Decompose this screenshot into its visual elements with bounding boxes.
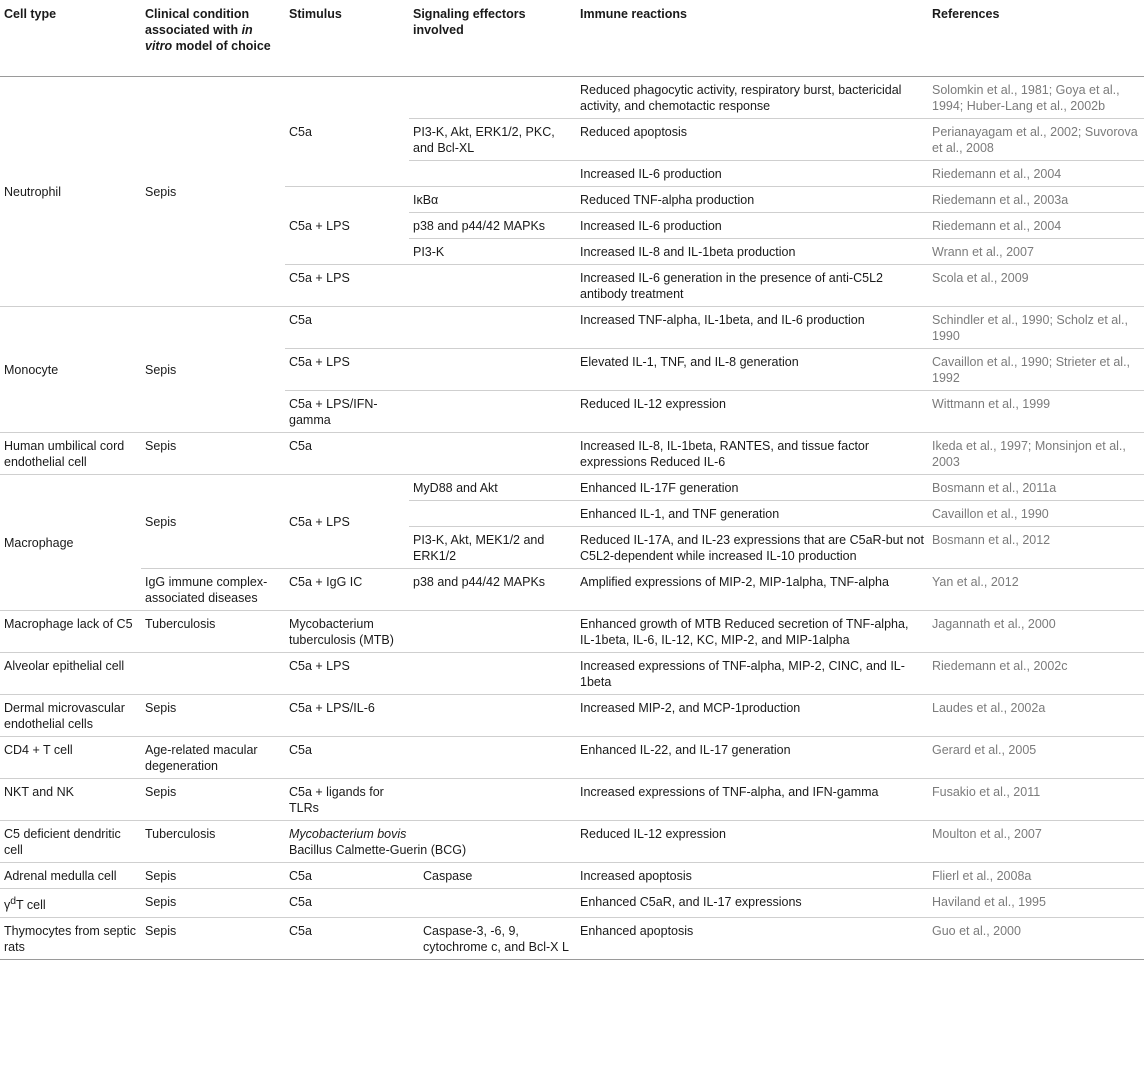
signaling-effectors — [409, 779, 576, 821]
signaling-effectors: IκBα — [409, 187, 576, 213]
signaling-effectors: Caspase-3, -6, 9, cytochrome c, and Bcl-X L — [409, 918, 576, 960]
table-row — [0, 889, 1144, 918]
stimulus: Mycobacterium tuberculosis (MTB) — [285, 611, 409, 653]
immune-reaction: Increased IL-6 production — [576, 213, 928, 239]
reference: Yan et al., 2012 — [928, 569, 1144, 611]
cell-type — [0, 889, 141, 918]
clinical-condition: Age-related macular degeneration — [141, 737, 285, 779]
reference: Wittmann et al., 1999 — [928, 391, 1144, 433]
table-row — [0, 569, 1144, 611]
reference: Jagannath et al., 2000 — [928, 611, 1144, 653]
signaling-effectors — [409, 77, 576, 119]
reference: Laudes et al., 2002a — [928, 695, 1144, 737]
stimulus: C5a + LPS — [285, 187, 409, 265]
signaling-effectors: PI3-K, Akt, MEK1/2 and ERK1/2 — [409, 527, 576, 569]
signaling-effectors — [409, 695, 576, 737]
stimulus-rest: Bacillus Calmette-Guerin (BCG) — [289, 843, 467, 857]
immune-reaction: Reduced IL-17A, and IL-23 expressions that are C5aR-but not C5L2-dependent while increased IL-10 production — [576, 527, 928, 569]
immune-reaction: Increased expressions of TNF-alpha, MIP-2, CINC, and IL-1beta — [576, 653, 928, 695]
immune-reaction: Elevated IL-1, TNF, and IL-8 generation — [576, 349, 928, 391]
stimulus: C5a + LPS/IL-6 — [285, 695, 409, 737]
cell-type: Macrophage — [0, 475, 141, 611]
signaling-effectors: Caspase — [409, 863, 576, 889]
cell-type: Monocyte — [0, 307, 141, 433]
cell-type: Neutrophil — [0, 77, 141, 307]
signaling-effectors: PI3-K, Akt, ERK1/2, PKC, and Bcl-XL — [409, 119, 576, 161]
header-references: References — [928, 0, 1144, 77]
table-row — [0, 475, 1144, 501]
reference: Riedemann et al., 2003a — [928, 187, 1144, 213]
cell-type: NKT and NK — [0, 779, 141, 821]
clinical-condition: IgG immune complex-associated diseases — [141, 569, 285, 611]
clinical-condition: Sepis — [141, 77, 285, 307]
table-row — [0, 307, 1144, 349]
clinical-condition: Sepis — [141, 307, 285, 433]
header-clinical-post: model of choice — [172, 39, 271, 53]
reference: Guo et al., 2000 — [928, 918, 1144, 960]
reference: Gerard et al., 2005 — [928, 737, 1144, 779]
cell-type: Dermal microvascular endothelial cells — [0, 695, 141, 737]
reference: Bosmann et al., 2012 — [928, 527, 1144, 569]
signaling-effectors: p38 and p44/42 MAPKs — [409, 569, 576, 611]
immune-reaction: Enhanced growth of MTB Reduced secretion of TNF-alpha, IL-1beta, IL-6, IL-12, KC, MIP-2, and MIP-1alpha — [576, 611, 928, 653]
immune-reaction: Enhanced IL-1, and TNF generation — [576, 501, 928, 527]
stimulus: C5a — [285, 918, 409, 960]
table-row — [0, 821, 1144, 863]
signaling-effectors — [409, 501, 576, 527]
stimulus: C5a + ligands for TLRs — [285, 779, 409, 821]
reference: Cavaillon et al., 1990; Strieter et al., 1992 — [928, 349, 1144, 391]
immune-reaction: Increased MIP-2, and MCP-1production — [576, 695, 928, 737]
cell-type-superscript: d — [10, 896, 17, 907]
immune-reaction: Enhanced apoptosis — [576, 918, 928, 960]
stimulus: C5a + LPS — [285, 349, 409, 391]
stimulus: C5a — [285, 737, 409, 779]
cell-type: Human umbilical cord endothelial cell — [0, 433, 141, 475]
cell-type: CD4 + T cell — [0, 737, 141, 779]
immune-reaction: Enhanced C5aR, and IL-17 expressions — [576, 889, 928, 918]
header-immune-reactions: Immune reactions — [576, 0, 928, 77]
header-clinical-pre: Clinical condition associated with — [145, 7, 250, 37]
stimulus: C5a + IgG IC — [285, 569, 409, 611]
cell-type-rest: T cell — [16, 898, 46, 913]
stimulus: C5a — [285, 433, 409, 475]
signaling-effectors — [409, 653, 576, 695]
stimulus: C5a — [285, 889, 409, 918]
reference: Cavaillon et al., 1990 — [928, 501, 1144, 527]
header-clinical-italic: in vitro — [145, 23, 253, 53]
cell-type-greek: γ — [4, 898, 11, 913]
signaling-effectors — [409, 611, 576, 653]
cell-type: Alveolar epithelial cell — [0, 653, 141, 695]
stimulus: C5a — [285, 77, 409, 187]
reference: Bosmann et al., 2011a — [928, 475, 1144, 501]
reference: Scola et al., 2009 — [928, 265, 1144, 307]
stimulus: C5a + LPS — [285, 653, 409, 695]
table-row — [0, 433, 1144, 475]
reference: Riedemann et al., 2002c — [928, 653, 1144, 695]
clinical-condition: Sepis — [141, 779, 285, 821]
signaling-effectors: p38 and p44/42 MAPKs — [409, 213, 576, 239]
header-signaling: Signaling effectors involved — [409, 0, 576, 77]
table-row — [0, 918, 1144, 960]
immune-reaction: Amplified expressions of MIP-2, MIP-1alpha, TNF-alpha — [576, 569, 928, 611]
signaling-effectors — [409, 161, 576, 187]
signaling-effectors — [409, 349, 576, 391]
reference: Flierl et al., 2008a — [928, 863, 1144, 889]
immune-reaction: Increased apoptosis — [576, 863, 928, 889]
reference: Solomkin et al., 1981; Goya et al., 1994; Huber-Lang et al., 2002b — [928, 77, 1144, 119]
clinical-condition: Sepis — [141, 918, 285, 960]
clinical-condition: Sepis — [141, 889, 285, 918]
immune-reaction: Increased TNF-alpha, IL-1beta, and IL-6 production — [576, 307, 928, 349]
reference: Perianayagam et al., 2002; Suvorova et al., 2008 — [928, 119, 1144, 161]
cell-type: Macrophage lack of C5 — [0, 611, 141, 653]
reference: Schindler et al., 1990; Scholz et al., 1990 — [928, 307, 1144, 349]
immune-reaction: Increased IL-8 and IL-1beta production — [576, 239, 928, 265]
immune-reaction: Increased IL-6 generation in the presence of anti-C5L2 antibody treatment — [576, 265, 928, 307]
clinical-condition: Sepis — [141, 863, 285, 889]
table-row — [0, 611, 1144, 653]
immune-reaction: Increased IL-8, IL-1beta, RANTES, and tissue factor expressions Reduced IL-6 — [576, 433, 928, 475]
cell-type: Adrenal medulla cell — [0, 863, 141, 889]
immune-reaction: Enhanced IL-22, and IL-17 generation — [576, 737, 928, 779]
signaling-effectors — [409, 737, 576, 779]
immune-reaction: Reduced TNF-alpha production — [576, 187, 928, 213]
signaling-effectors — [409, 391, 576, 433]
immune-reaction: Increased IL-6 production — [576, 161, 928, 187]
reference: Wrann et al., 2007 — [928, 239, 1144, 265]
signaling-effectors — [409, 889, 576, 918]
immune-reaction: Reduced IL-12 expression — [576, 391, 928, 433]
immune-reaction: Reduced IL-12 expression — [576, 821, 928, 863]
reference: Haviland et al., 1995 — [928, 889, 1144, 918]
immune-reaction: Enhanced IL-17F generation — [576, 475, 928, 501]
header-stimulus: Stimulus — [285, 0, 409, 77]
reference: Riedemann et al., 2004 — [928, 161, 1144, 187]
table-row — [0, 695, 1144, 737]
reference: Moulton et al., 2007 — [928, 821, 1144, 863]
clinical-condition: Tuberculosis — [141, 611, 285, 653]
immune-reaction: Reduced phagocytic activity, respiratory burst, bactericidal activity, and chemotactic response — [576, 77, 928, 119]
reference: Fusakio et al., 2011 — [928, 779, 1144, 821]
reference: Ikeda et al., 1997; Monsinjon et al., 2003 — [928, 433, 1144, 475]
clinical-condition: Tuberculosis — [141, 821, 285, 863]
signaling-effectors: PI3-K — [409, 239, 576, 265]
immune-reaction: Increased expressions of TNF-alpha, and IFN-gamma — [576, 779, 928, 821]
signaling-effectors — [409, 307, 576, 349]
stimulus-italic: Mycobacterium bovis — [289, 827, 407, 841]
cell-type: C5 deficient dendritic cell — [0, 821, 141, 863]
stimulus — [285, 821, 576, 863]
table-header-row — [0, 0, 1144, 77]
header-cell-type: Cell type — [0, 0, 141, 77]
stimulus: C5a + LPS — [285, 265, 409, 307]
clinical-condition: Sepis — [141, 475, 285, 569]
clinical-condition — [141, 653, 285, 695]
header-clinical-condition — [141, 0, 285, 77]
stimulus: C5a + LPS/IFN-gamma — [285, 391, 409, 433]
cell-type: Thymocytes from septic rats — [0, 918, 141, 960]
immune-reaction: Reduced apoptosis — [576, 119, 928, 161]
stimulus: C5a + LPS — [285, 475, 409, 569]
signaling-effectors: MyD88 and Akt — [409, 475, 576, 501]
signaling-effectors — [409, 265, 576, 307]
stimulus: C5a — [285, 863, 409, 889]
stimulus: C5a — [285, 307, 409, 349]
table-row — [0, 779, 1144, 821]
table-row — [0, 77, 1144, 119]
clinical-condition: Sepis — [141, 695, 285, 737]
signaling-effectors — [409, 433, 576, 475]
clinical-condition: Sepis — [141, 433, 285, 475]
reference: Riedemann et al., 2004 — [928, 213, 1144, 239]
table-row — [0, 653, 1144, 695]
table-row — [0, 737, 1144, 779]
table-row — [0, 863, 1144, 889]
